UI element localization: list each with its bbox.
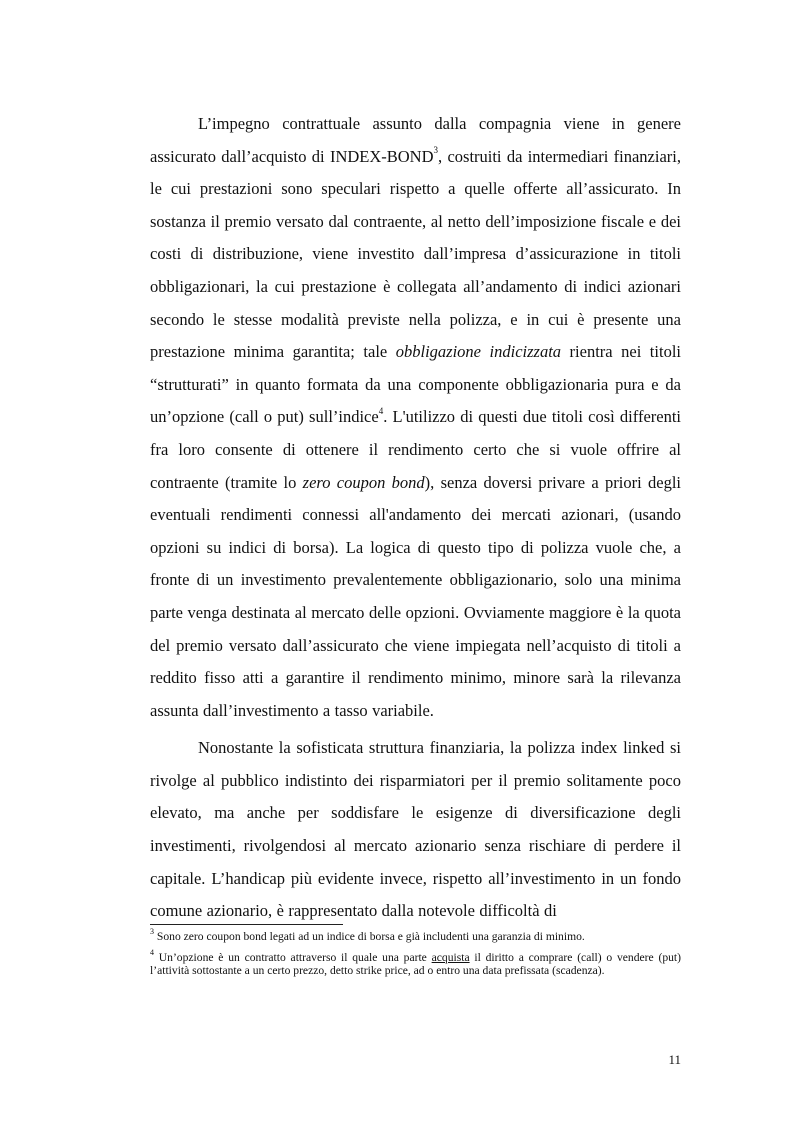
paragraph-1-text-c: rientra nei titoli “strutturati” in quanto formata da una componente obbligazionaria pura e da un’opzione (call o put) sull’indice [150, 342, 681, 427]
footnote-4-text-b: il diritto a comprare (call) o vendere (put) l’attività sottostante a un certo prezzo, detto strike price, ad o entro una data prefissata (scadenza). [150, 950, 681, 978]
footnote-4-text-a: Un’opzione è un contratto attraverso il quale una parte [154, 950, 432, 964]
paragraph-2: Nonostante la sofisticata struttura finanziaria, la polizza index linked si rivolge al pubblico indistinto dei risparmiatori per il premio solitamente poco elevato, ma anche per soddisfare le esigenze di diversificazione degli investimenti, rivolgendosi al mercato azionario senza rischiare di perdere il capitale. L’handicap più evidente invece, rispetto all’investimento in un fondo comune azionario, è rappresentato dalla notevole difficoltà di [150, 738, 681, 921]
paragraph-1-text-d: . L'utilizzo di questi due titoli così differenti fra loro consente di ottenere il rendimento certo che si vuole offrire al contraente (tramite lo [150, 407, 682, 492]
footnote-4 [150, 947, 681, 978]
footnotes [150, 927, 681, 985]
footnote-4-number: 4 [150, 947, 154, 957]
paragraph-1 [150, 108, 681, 727]
footnote-3 [150, 927, 681, 944]
footnote-separator [150, 924, 343, 925]
footnote-4-underlined-word: acquista [431, 950, 470, 964]
page-number: 11 [668, 1052, 681, 1067]
footnote-3-text: Sono zero coupon bond legati ad un indice di borsa e già includenti una garanzia di minimo. [154, 930, 585, 943]
italic-term-obbligazione-indicizzata: obbligazione indicizzata [395, 342, 562, 362]
page-body [150, 108, 681, 928]
paragraph-1-text-b: , costruiti da intermediari finanziari, le cui prestazioni sono speculari rispetto a quelle offerte all’assicurato. In sostanza il premio versato dal contraente, al netto dell’imposizione fiscale e dei costi di distribuzione, viene investito dall’impresa d’assicurazione in titoli obbligazionari, la cui prestazione è collegata all’andamento di indici azionari secondo le stesse modalità previste nella polizza, e in cui è presente una prestazione minima garantita; tale [150, 146, 681, 362]
paragraph-1-text-a: L’impegno contrattuale assunto dalla compagnia viene in genere assicurato dall’acquisto di INDEX-BOND [150, 114, 681, 166]
paragraph-1-text-e: ), senza doversi privare a priori degli eventuali rendimenti connessi all'andamento dei mercati azionari, (usando opzioni su indici di borsa). La logica di questo tipo di polizza vuole che, a fronte di un investimento prevalentemente obbligazionario, solo una minima parte venga destinata al mercato delle opzioni. Ovviamente maggiore è la quota del premio versato dall’assicurato che viene impiegata nell’acquisto di titoli a reddito fisso atti a garantire il rendimento minimo, minore sarà la rilevanza assunta dall’investimento a tasso variabile. [150, 472, 681, 720]
footnote-reference-4: 4 [378, 405, 384, 416]
footnote-reference-3: 3 [433, 145, 439, 156]
footnote-3-number: 3 [150, 927, 154, 937]
italic-term-zero-coupon-bond: zero coupon bond [302, 472, 425, 492]
